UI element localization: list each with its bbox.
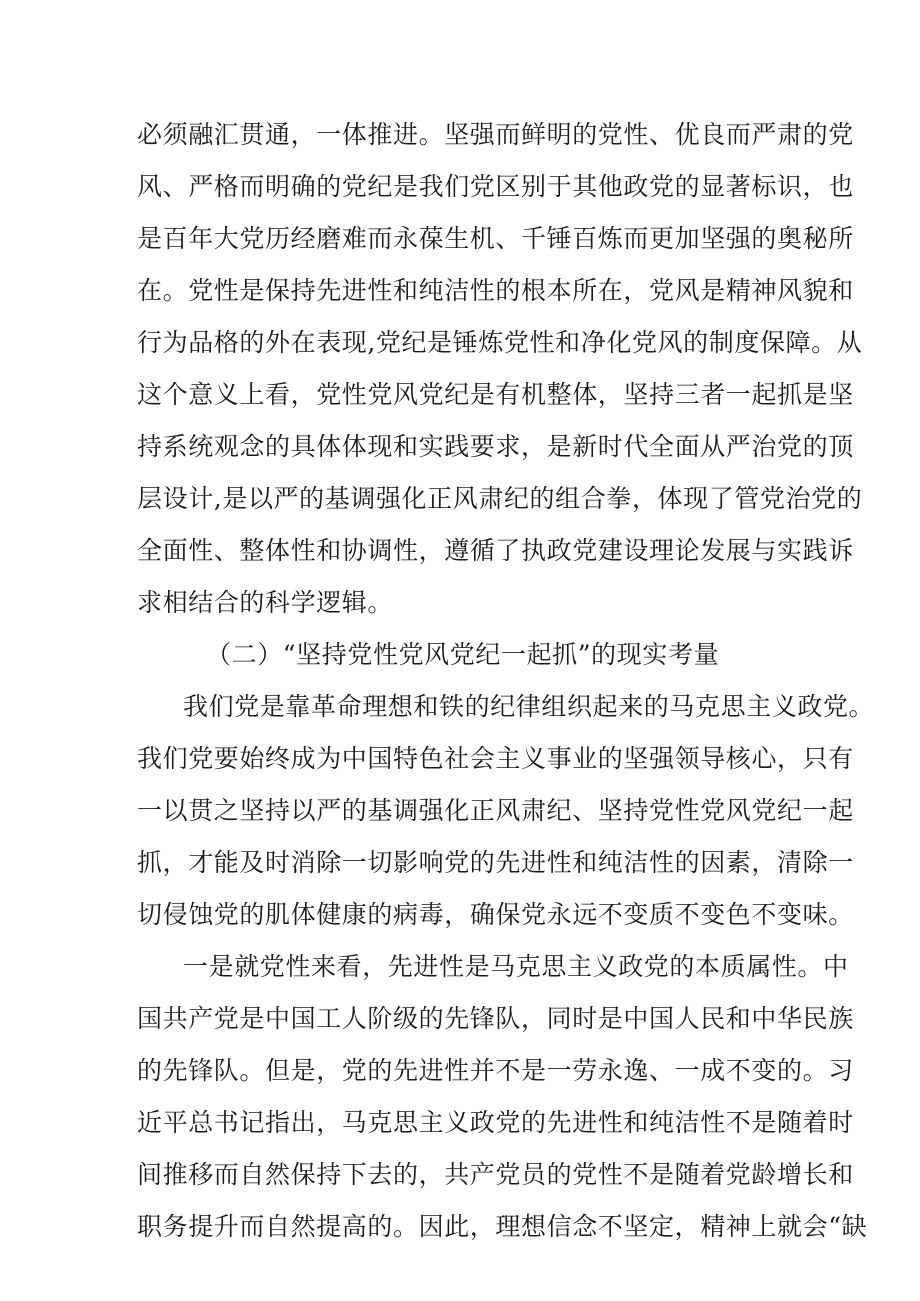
body-text-line: 行为品格的外在表现,党纪是锤炼党性和净化党风的制度保障。从 — [137, 328, 863, 357]
body-text-line: 一以贯之坚持以严的基调强化正风肃纪、坚持党性党风党纪一起 — [137, 796, 854, 825]
body-text-line: 风、严格而明确的党纪是我们党区别于其他政党的显著标识，也 — [137, 172, 854, 201]
body-text-line: 切侵蚀党的肌体健康的病毒，确保党永远不变质不变色不变味。 — [137, 900, 854, 929]
body-text-line: 间推移而自然保持下去的，共产党员的党性不是随着党龄增长和 — [137, 1160, 854, 1189]
body-text-line: 在。党性是保持先进性和纯洁性的根本所在，党风是精神风貌和 — [137, 276, 854, 305]
body-text-line: 层设计,是以严的基调强化正风肃纪的组合拳，体现了管党治党的 — [137, 484, 863, 513]
body-text-line: 是百年大党历经磨难而永葆生机、千锤百炼而更加坚强的奥秘所 — [137, 224, 854, 253]
paragraph-first-line: 一是就党性来看，先进性是马克思主义政党的本质属性。中 — [183, 952, 849, 981]
body-text-line: 这个意义上看，党性党风党纪是有机整体，坚持三者一起抓是坚 — [137, 380, 854, 409]
body-text-line: 国共产党是中国工人阶级的先锋队，同时是中国人民和中华民族 — [137, 1004, 854, 1033]
section-heading: （二）“坚持党性党风党纪一起抓”的现实考量 — [206, 640, 720, 669]
body-text-line: 的先锋队。但是，党的先进性并不是一劳永逸、一成不变的。习 — [137, 1056, 854, 1085]
body-text-line: 持系统观念的具体体现和实践要求，是新时代全面从严治党的顶 — [137, 432, 854, 461]
body-text-line: 求相结合的科学逻辑。 — [137, 588, 394, 617]
body-text-line: 职务提升而自然提高的。因此，理想信念不坚定，精神上就会“缺 — [137, 1212, 868, 1241]
body-text-line: 抓，才能及时消除一切影响党的先进性和纯洁性的因素，清除一 — [137, 848, 854, 877]
body-text-line: 我们党要始终成为中国特色社会主义事业的坚强领导核心，只有 — [137, 744, 854, 773]
paragraph-first-line: 我们党是靠革命理想和铁的纪律组织起来的马克思主义政党。 — [183, 692, 875, 721]
body-text-line: 近平总书记指出，马克思主义政党的先进性和纯洁性不是随着时 — [137, 1108, 854, 1137]
body-text-line: 必须融汇贯通，一体推进。坚强而鲜明的党性、优良而严肃的党 — [137, 120, 854, 149]
body-text-line: 全面性、整体性和协调性，遵循了执政党建设理论发展与实践诉 — [137, 536, 854, 565]
